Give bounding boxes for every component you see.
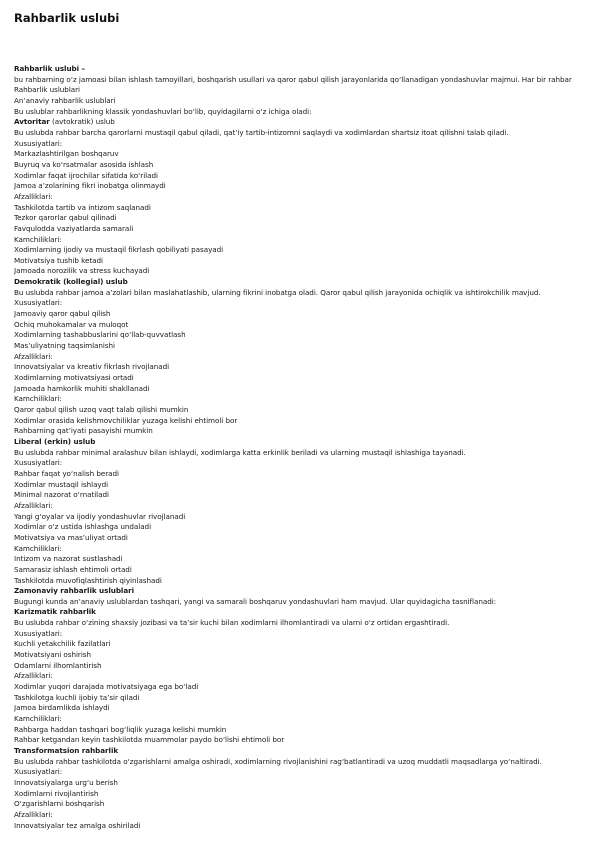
text-line [14, 203, 584, 214]
line-text: Jamoada norozilik va stress kuchayadi [14, 266, 150, 276]
line-text: Xodimlar o‘z ustida ishlashga undaladi [14, 522, 152, 532]
line-text: Zamonaviy rahbarlik uslublari [14, 586, 135, 596]
line-text: Jamoaviy qaror qabul qilish [14, 309, 111, 319]
document-body [14, 64, 584, 831]
text-line [14, 554, 584, 565]
text-line [14, 213, 584, 224]
text-line [14, 565, 584, 576]
text-line [14, 693, 584, 704]
section-heading [14, 746, 584, 757]
line-text: Afzalliklari: [14, 500, 53, 510]
text-line [14, 394, 584, 405]
text-line [14, 320, 584, 331]
text-line [14, 576, 584, 587]
text-line [14, 160, 584, 171]
line-text: Buyruq va ko‘rsatmalar asosida ishlash [14, 159, 154, 169]
page-title: Rahbarlik uslubi [14, 11, 120, 25]
text-line [14, 107, 584, 118]
text-line [14, 757, 584, 768]
line-text: Xususiyatlari: [14, 298, 63, 308]
line-text: Ochiq muhokamalar va muloqot [14, 319, 129, 329]
line-text: Innovatsiyalar tez amalga oshiriladi [14, 820, 141, 830]
line-text: Xususiyatlari: [14, 138, 63, 148]
text-line [14, 629, 584, 640]
line-text: O‘zgarishlarni boshqarish [14, 799, 105, 809]
text-line [14, 373, 584, 384]
line-text: Bugungi kunda an’anaviy uslublardan tashqari, yangi va samarali boshqaruv yondashuvlari ham mavjud. Ular quyidagicha tasniflanadi: [14, 596, 497, 606]
text-line [14, 501, 584, 512]
section-heading [14, 117, 584, 128]
text-line [14, 149, 584, 160]
line-text: Markazlashtirilgan boshqaruv [14, 149, 119, 159]
text-line [14, 810, 584, 821]
text-line [14, 266, 584, 277]
text-line [14, 298, 584, 309]
text-line [14, 235, 584, 246]
text-line [14, 458, 584, 469]
text-line [14, 639, 584, 650]
line-text: Rahbar faqat yo‘nalish beradi [14, 468, 119, 478]
line-text: Xodimlarni rivojlantirish [14, 788, 99, 798]
line-text: Tezkor qarorlar qabul qilinadi [14, 213, 117, 223]
line-text: bu rahbarning o‘z jamoasi bilan ishlash tamoyillari, boshqarish usullari va qaror qabul qilish jarayonlarida qo‘llanadigan yondashuvlar majmui. Har bir rahbar [14, 74, 572, 84]
text-line [14, 362, 584, 373]
line-text: Favqulodda vaziyatlarda samarali [14, 223, 134, 233]
text-line [14, 778, 584, 789]
line-text: Afzalliklari: [14, 809, 53, 819]
line-text: Motivatsiya va mas’uliyat ortadi [14, 532, 128, 542]
line-text: Kuchli yetakchilik fazilatlari [14, 639, 111, 649]
text-line [14, 309, 584, 320]
line-text: Xodimlar orasida kelishmovchiliklar yuzaga kelishi ehtimoli bor [14, 415, 238, 425]
line-text: Samarasiz ishlash ehtimoli ortadi [14, 564, 132, 574]
text-line [14, 139, 584, 150]
text-line [14, 522, 584, 533]
text-line [14, 192, 584, 203]
text-line [14, 96, 584, 107]
line-text: Bu uslubda rahbar o‘zining shaxsiy jozibasi va ta’sir kuchi bilan xodimlarni ilhomlantiradi va ularni o‘z ortidan ergashtiradi. [14, 618, 450, 628]
text-line [14, 330, 584, 341]
text-line [14, 821, 584, 832]
line-text: Afzalliklari: [14, 351, 53, 361]
section-heading [14, 64, 584, 75]
text-line [14, 256, 584, 267]
line-text: Xususiyatlari: [14, 628, 63, 638]
line-text: Xususiyatlari: [14, 458, 63, 468]
text-line [14, 85, 584, 96]
text-line [14, 597, 584, 608]
text-line [14, 245, 584, 256]
line-text: Rahbarlik uslubi – [14, 64, 86, 73]
text-line [14, 171, 584, 182]
section-heading [14, 277, 584, 288]
line-text: Xodimlarning tashabbuslarini qo‘llab-quvvatlash [14, 330, 186, 340]
line-text: Afzalliklari: [14, 671, 53, 681]
line-text: Odamlarni ilhomlantirish [14, 660, 102, 670]
line-text: Bu uslubda rahbar barcha qarorlarni mustaqil qabul qiladi, qat’iy tartib-intizomni saqlaydi va xodimlardan shartsiz itoat qilishni talab qiladi. [14, 127, 509, 137]
text-line [14, 725, 584, 736]
line-text: Minimal nazorat o‘rnatiladi [14, 490, 109, 500]
line-text: Afzalliklari: [14, 191, 53, 201]
text-line [14, 789, 584, 800]
line-text: Demokratik (kollegial) uslub [14, 277, 128, 287]
line-text: Mas’uliyatning taqsimlanishi [14, 341, 115, 351]
line-text: Transformatsion rahbarlik [14, 746, 119, 755]
text-line [14, 512, 584, 523]
line-text: Xodimlar yuqori darajada motivatsiyaga ega bo‘ladi [14, 682, 199, 692]
text-line [14, 533, 584, 544]
text-line [14, 480, 584, 491]
text-line [14, 703, 584, 714]
line-text: Tashkilotga kuchli ijobiy ta’sir qiladi [14, 692, 140, 702]
line-text: Yangi g‘oyalar va ijodiy yondashuvlar rivojlanadi [14, 511, 186, 521]
line-text: Avtoritar [14, 117, 50, 127]
line-text-rest: (avtokratik) uslub [49, 117, 115, 127]
line-text: Tashkilotda tartib va intizom saqlanadi [14, 202, 151, 212]
line-text: Kamchiliklari: [14, 394, 62, 404]
text-line [14, 224, 584, 235]
text-line [14, 490, 584, 501]
line-text: Rahbar ketgandan keyin tashkilotda muammolar paydo bo‘lishi ehtimoli bor [14, 735, 285, 745]
text-line [14, 288, 584, 299]
text-line [14, 682, 584, 693]
line-text: Karizmatik rahbarlik [14, 607, 96, 617]
line-text: Rahbarning qat’iyati pasayishi mumkin [14, 426, 153, 436]
text-line [14, 384, 584, 395]
line-text: Rahbarga haddan tashqari bog‘liqlik yuzaga kelishi mumkin [14, 724, 227, 734]
line-text: Tashkilotda muvofiqlashtirish qiyinlashadi [14, 575, 162, 585]
text-line [14, 416, 584, 427]
section-heading [14, 607, 584, 618]
line-text: Jamoa birdamlikda ishlaydi [14, 703, 110, 713]
text-line [14, 405, 584, 416]
line-text: Xodimlarning motivatsiyasi ortadi [14, 373, 134, 383]
section-heading [14, 437, 584, 448]
text-line [14, 181, 584, 192]
line-text: Xususiyatlari: [14, 767, 63, 777]
line-text: Liberal (erkin) uslub [14, 436, 96, 446]
line-text: Qaror qabul qilish uzoq vaqt talab qilishi mumkin [14, 405, 189, 414]
text-line [14, 735, 584, 746]
text-line [14, 650, 584, 661]
line-text: An’anaviy rahbarlik uslublari [14, 95, 116, 105]
line-text: Intizom va nazorat sustlashadi [14, 554, 123, 564]
line-text: Kamchiliklari: [14, 234, 62, 244]
line-text: Innovatsiyalar va kreativ fikrlash rivojlanadi [14, 362, 170, 372]
line-text: Motivatsiyani oshirish [14, 650, 91, 660]
text-line [14, 352, 584, 363]
text-line [14, 671, 584, 682]
section-heading [14, 586, 584, 597]
line-text: Kamchiliklari: [14, 714, 62, 724]
line-text: Bu uslubda rahbar tashkilotda o‘zgarishlarni amalga oshiradi, xodimlarning rivojlanishini rag‘batlantiradi va uzoq muddatli maqsadlarga yo‘naltiradi. [14, 756, 542, 766]
line-text: Bu uslublar rahbarlikning klassik yondashuvlari bo‘lib, quyidagilarni o‘z ichiga oladi: [14, 106, 312, 116]
text-line [14, 544, 584, 555]
line-text: Jamoa a’zolarining fikri inobatga olinmaydi [14, 181, 166, 191]
line-text: Xodimlarning ijodiy va mustaqil fikrlash qobiliyati pasayadi [14, 245, 224, 255]
text-line [14, 661, 584, 672]
text-line [14, 448, 584, 459]
text-line [14, 767, 584, 778]
text-line [14, 714, 584, 725]
line-text: Bu uslubda rahbar jamoa a’zolari bilan maslahatlashib, ularning fikrini inobatga oladi. Qaror qabul qilish jarayonida ochiqlik va ishtirokchilik mavjud. [14, 287, 541, 297]
line-text: Bu uslubda rahbar minimal aralashuv bilan ishlaydi, xodimlarga katta erkinlik beriladi va ularning mustaqil ishlashiga tayanadi. [14, 447, 466, 457]
text-line [14, 469, 584, 480]
line-text: Jamoada hamkorlik muhiti shakllanadi [14, 383, 150, 393]
text-line [14, 426, 584, 437]
line-text: Rahbarlik uslublari [14, 85, 80, 95]
text-line [14, 75, 584, 86]
line-text: Xodimlar mustaqil ishlaydi [14, 479, 109, 489]
text-line [14, 341, 584, 352]
line-text: Motivatsiya tushib ketadi [14, 255, 103, 265]
line-text: Innovatsiyalarga urg‘u berish [14, 777, 118, 787]
line-text: Kamchiliklari: [14, 543, 62, 553]
line-text: Xodimlar faqat ijrochilar sifatida ko‘riladi [14, 170, 158, 180]
text-line [14, 128, 584, 139]
text-line [14, 618, 584, 629]
text-line [14, 799, 584, 810]
